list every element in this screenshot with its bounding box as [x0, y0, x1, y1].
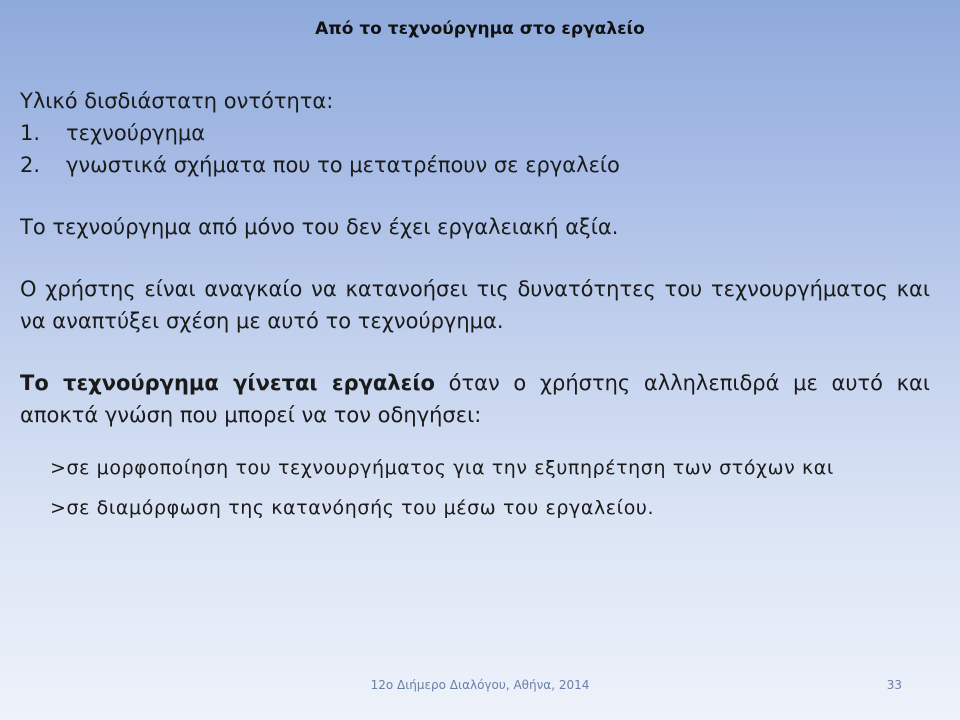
sub-point-2	[20, 493, 930, 523]
list-item	[20, 117, 930, 149]
paragraph-3	[20, 367, 930, 431]
paragraph-3-emphasis: Το τεχνούργημα γίνεται εργαλείο	[20, 371, 435, 395]
list-text: τεχνούργημα	[66, 121, 206, 145]
paragraph-1: Το τεχνούργημα από μόνο του δεν έχει εργαλειακή αξία.	[20, 215, 619, 239]
paragraph-3-rest: όταν ο χρήστης αλληλεπιδρά με αυτό και αποκτά γνώση που μπορεί να τον οδηγήσει:	[20, 371, 931, 427]
slide-body	[20, 85, 930, 523]
list-item	[20, 149, 930, 181]
paragraph-2: Ο χρήστης είναι αναγκαίο να κατανοήσει τις δυνατότητες του τεχνουργήματος και να αναπτύξει σχέση με αυτό το τεχνούργημα.	[20, 277, 930, 333]
footer-text: 12ο Διήμερο Διαλόγου, Αθήνα, 2014	[370, 678, 590, 692]
sub-points	[20, 453, 930, 523]
list-number: 2.	[20, 153, 41, 177]
intro-line: Υλικό δισδιάστατη οντότητα:	[20, 89, 334, 113]
list-number: 1.	[20, 121, 41, 145]
sub-point-2-text: >σε διαμόρφωση της κατανόησής του μέσω του εργαλείου.	[50, 497, 655, 519]
slide-title: Από το τεχνούργημα στο εργαλείο	[315, 19, 645, 39]
sub-point-1-text: >σε μορφοποίηση του τεχνουργήματος για την εξυπηρέτηση των στόχων και	[50, 457, 834, 479]
page-number: 33	[886, 678, 902, 692]
sub-point-1	[20, 453, 930, 483]
list-text: γνωστικά σχήματα που το μετατρέπουν σε εργαλείο	[66, 153, 620, 177]
